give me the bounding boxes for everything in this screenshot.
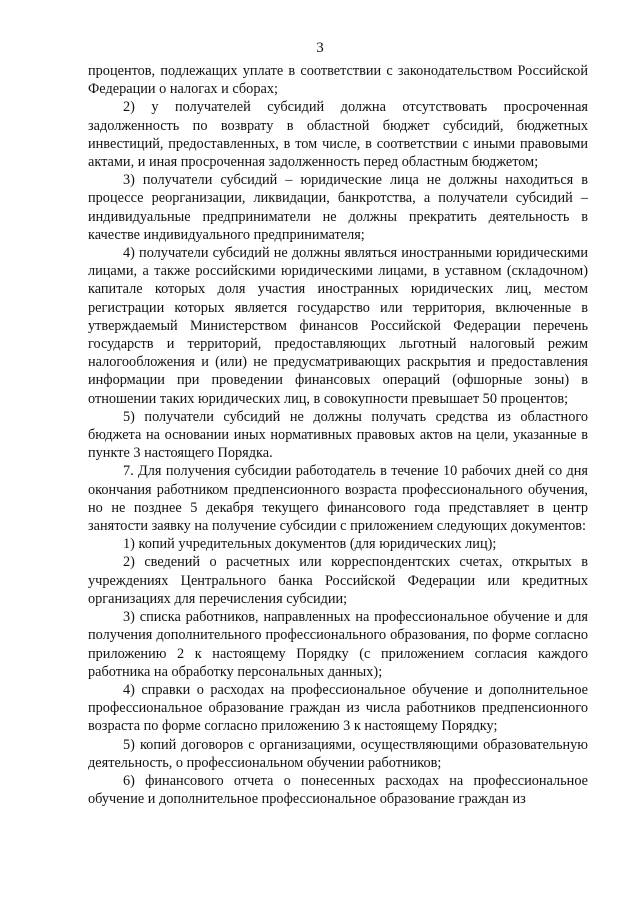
paragraph: 2) сведений о расчетных или корреспондентских счетах, открытых в учреждениях Центрального банка Российской Федерации или кредитных организациях для перечисления субсидии; [88,554,588,607]
page-number: 3 [316,40,324,56]
paragraph: 5) копий договоров с организациями, осуществляющими образовательную деятельность, о профессиональном обучении работников; [88,736,588,771]
paragraph: 1) копий учредительных документов (для юридических лиц); [123,536,497,553]
paragraph: 2) у получателей субсидий должна отсутствовать просроченная задолженность по возврату в областной бюджет субсидий, бюджетных инвестиций, предоставленных, в том числе, в соответствии с иными правовыми актами, и иная просроченная задолженность перед областным бюджетом; [88,99,588,171]
paragraph: 4) получатели субсидий не должны являться иностранными юридическими лицами, а также российскими юридическими лицами, в уставном (складочном) капитале которых доля участия иностранных юридических лиц, местом регистрации которых является государство или территория, включенные в утверждаемый Министерством финансов Российской Федерации перечень государств и территорий, предоставляющих льготный налоговый режим налогообложения и (или) не предусматривающих раскрытия и предоставления информации при проведении финансовых операций (офшорные зоны) в отношении таких юридических лиц, в совокупности превышает 50 процентов; [88,245,588,407]
paragraph: 7. Для получения субсидии работодатель в течение 10 рабочих дней со дня окончания работником предпенсионного возраста профессионального обучения, но не позднее 5 декабря текущего финансового года представляет в центр занятости заявку на получение субсидии с приложением следующих документов: [88,463,588,535]
paragraph: 4) справки о расходах на профессиональное обучение и дополнительное профессиональное образование граждан из числа работников предпенсионного возраста по форме согласно приложению 3 к настоящему Порядку; [88,681,588,735]
paragraph: 3) получатели субсидий – юридические лица не должны находиться в процессе реорганизации, ликвидации, банкротства, а получатели субсидий – индивидуальные предприниматели не должны прекратить деятельность в качестве индивидуального предпринимателя; [88,172,588,243]
paragraph: 5) получатели субсидий не должны получать средства из областного бюджета на основании иных нормативных правовых актов на цели, указанные в пункте 3 настоящего Порядка. [88,408,588,462]
paragraph: 3) списка работников, направленных на профессиональное обучение и для получения дополнительного профессионального образования, по форме согласно приложению 2 к настоящему Порядку (с приложением согласия каждого работника на обработку персональных данных); [88,609,588,680]
paragraph: 6) финансового отчета о понесенных расходах на профессиональное обучение и дополнительное профессиональное образование граждан из [88,772,588,808]
paragraph: процентов, подлежащих уплате в соответствии с законодательством Российской Федерации о налогах и сборах; [88,63,588,98]
document-body [88,62,588,808]
